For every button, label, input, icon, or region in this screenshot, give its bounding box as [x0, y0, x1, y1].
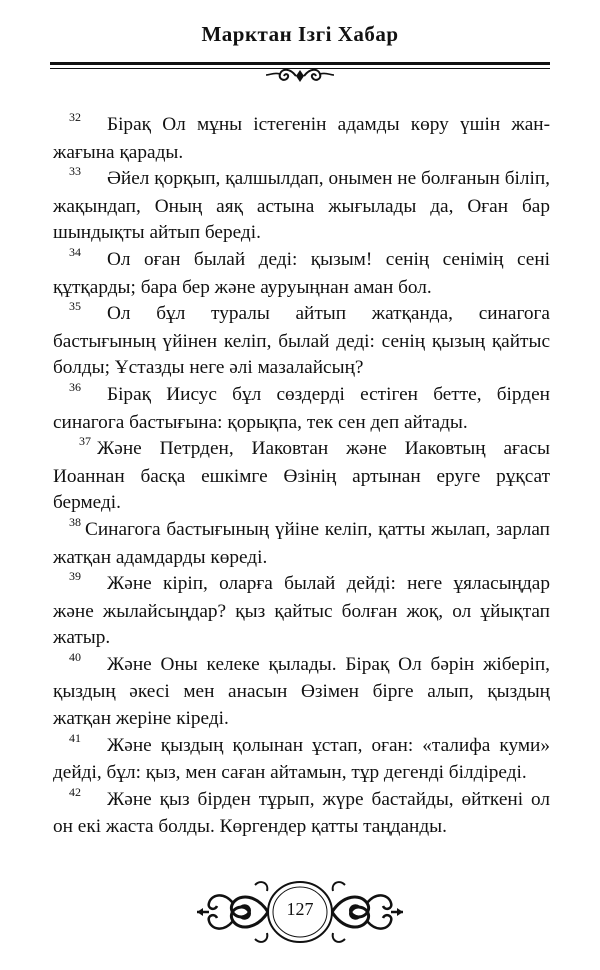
verse-35	[53, 301, 550, 382]
scripture-text	[53, 112, 550, 841]
header-rule-thick	[50, 62, 550, 65]
verse-37	[53, 436, 550, 517]
verse-number: 42	[69, 784, 81, 799]
verse-36	[53, 379, 550, 436]
verse-40	[53, 649, 550, 733]
page-header-title: Марктан Ізгі Хабар	[201, 22, 399, 46]
verse-text: Бірақ Иисус бұл сөздерді естіген бетте, бірден синагога бастығына: қорықпа, тек сен деп айтады.	[53, 383, 550, 433]
verse-number: 33	[69, 164, 81, 179]
verse-text: Және кіріп, оларға былай дейді: неге ұяласыңдар және жылайсыңдар? қыз қайтыс болған жоқ, ол ұйықтап жатыр.	[53, 573, 550, 649]
verse-number: 36	[69, 379, 81, 394]
verse-34	[53, 244, 550, 301]
verse-number: 38	[69, 514, 81, 529]
verse-number: 41	[69, 730, 81, 745]
verse-number: 35	[69, 299, 81, 314]
verse-41	[53, 730, 550, 787]
verse-number: 37	[79, 434, 91, 449]
verse-42	[53, 784, 550, 841]
verse-number: 34	[69, 244, 81, 259]
page-number: 127	[286, 899, 314, 919]
verse-text: Әйел қорқып, қалшылдап, онымен не болғанын біліп, жақындап, Оның аяқ астына жығылады да, Оған бар шындықты айтып береді.	[53, 168, 550, 244]
verse-38	[53, 514, 550, 571]
verse-number: 32	[69, 110, 81, 124]
verse-33	[53, 166, 550, 247]
verse-text: Синагога бастығының үйіне келіп, қатты жылап, зарлап жатқан адамдарды көреді.	[53, 518, 550, 568]
verse-text: Және Петрден, Иаковтан және Иаковтың ағасы Иоаннан басқа ешкімге Өзінің артынан еруге рұқсат бермеді.	[53, 438, 550, 514]
verse-text: Және Оны келеке қылады. Бірақ Ол бәрін жіберіп, қыздың әкесі мен анасын Өзімен бірге алып, қыздың жатқан жеріне кіреді.	[53, 653, 550, 730]
verse-number: 39	[69, 569, 81, 584]
verse-text: Және қыз бірден тұрып, жүре бастайды, өйткені ол он екі жаста болды. Көргендер қатты таңданды.	[53, 788, 550, 838]
scroll-ornament-icon	[260, 66, 340, 86]
verse-number: 40	[69, 649, 81, 664]
verse-39	[53, 571, 550, 652]
verse-32	[53, 112, 550, 166]
verse-text: Ол оған былай деді: қызым! сенің сенімің сені құтқарды; бара бер және ауруыңнан аман бол.	[53, 248, 550, 298]
verse-text: Және қыздың қолынан ұстап, оған: «талифа куми» дейді, бұл: қыз, мен саған айтамын, тұр дегенді білдіреді.	[53, 734, 550, 784]
verse-text: Бірақ Ол мұны істегенін адамды көру үшін жан-жағына қарады.	[53, 114, 550, 163]
verse-text: Ол бұл туралы айтып жатқанда, синагога бастығының үйінен келіп, былай деді: сенің қызың қайтыс болды; Ұстазды неге әлі мазалайсың?	[53, 303, 550, 379]
